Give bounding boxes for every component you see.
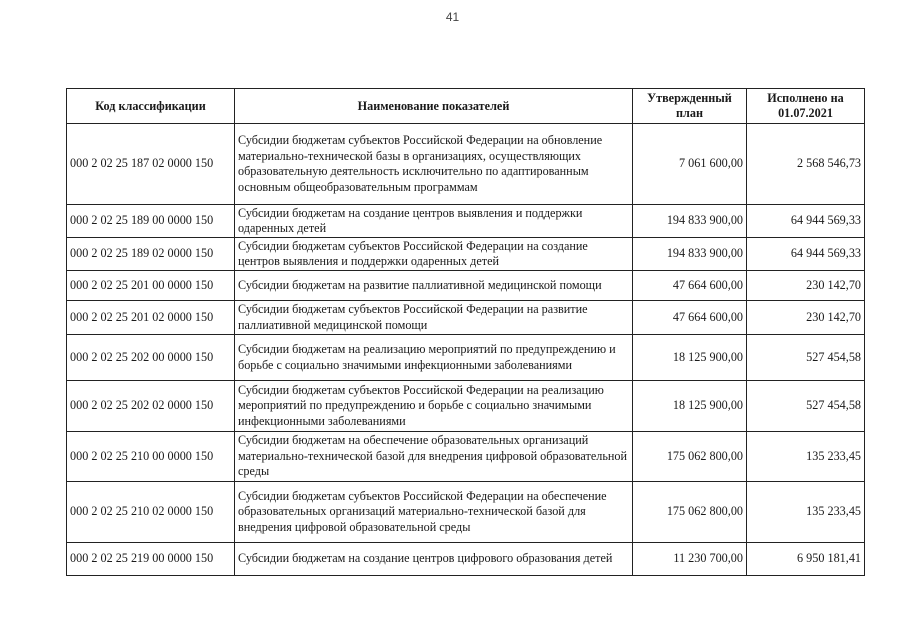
header-code: Код классификации (67, 89, 235, 124)
table-row (67, 432, 865, 482)
cell-name: Субсидии бюджетам на создание центров выявления и поддержки одаренных детей (235, 205, 633, 238)
cell-name: Субсидии бюджетам субъектов Российской Федерации на обновление материально-технической базы в организациях, осуществляющих образовательную деятельность исключительно по адаптированным основным общеобразовательным программам (235, 124, 633, 205)
header-executed: Исполнено на 01.07.2021 (747, 89, 865, 124)
cell-code: 000 2 02 25 210 02 0000 150 (67, 482, 235, 543)
cell-plan: 194 833 900,00 (633, 205, 747, 238)
table-row (67, 543, 865, 576)
cell-plan: 11 230 700,00 (633, 543, 747, 576)
table-row (67, 482, 865, 543)
page-number: 41 (445, 10, 460, 24)
table-row (67, 271, 865, 301)
cell-name: Субсидии бюджетам на реализацию мероприятий по предупреждению и борьбе с социально значимыми инфекционными заболеваниями (235, 335, 633, 381)
cell-executed: 135 233,45 (747, 432, 865, 482)
cell-plan: 18 125 900,00 (633, 335, 747, 381)
cell-plan: 7 061 600,00 (633, 124, 747, 205)
table-row (67, 335, 865, 381)
cell-code: 000 2 02 25 201 02 0000 150 (67, 301, 235, 335)
cell-plan: 175 062 800,00 (633, 432, 747, 482)
cell-name: Субсидии бюджетам субъектов Российской Федерации на реализацию мероприятий по предупреждению и борьбе с социально значимыми инфекционными заболеваниями (235, 381, 633, 432)
table-row (67, 301, 865, 335)
cell-plan: 47 664 600,00 (633, 301, 747, 335)
cell-executed: 527 454,58 (747, 381, 865, 432)
budget-table (66, 88, 865, 576)
cell-code: 000 2 02 25 187 02 0000 150 (67, 124, 235, 205)
cell-name: Субсидии бюджетам субъектов Российской Федерации на обеспечение образовательных организаций материально-технической базой для внедрения цифровой образовательной среды (235, 482, 633, 543)
cell-code: 000 2 02 25 219 00 0000 150 (67, 543, 235, 576)
cell-name: Субсидии бюджетам субъектов Российской Федерации на создание центров выявления и поддержки одаренных детей (235, 238, 633, 271)
cell-executed: 230 142,70 (747, 271, 865, 301)
cell-code: 000 2 02 25 201 00 0000 150 (67, 271, 235, 301)
cell-plan: 194 833 900,00 (633, 238, 747, 271)
cell-executed: 6 950 181,41 (747, 543, 865, 576)
cell-name: Субсидии бюджетам на развитие паллиативной медицинской помощи (235, 271, 633, 301)
header-plan: Утвержденный план (633, 89, 747, 124)
cell-executed: 527 454,58 (747, 335, 865, 381)
table-row (67, 124, 865, 205)
table-header-row (67, 89, 865, 124)
cell-code: 000 2 02 25 202 02 0000 150 (67, 381, 235, 432)
cell-code: 000 2 02 25 202 00 0000 150 (67, 335, 235, 381)
cell-executed: 230 142,70 (747, 301, 865, 335)
cell-executed: 64 944 569,33 (747, 205, 865, 238)
cell-executed: 2 568 546,73 (747, 124, 865, 205)
cell-executed: 135 233,45 (747, 482, 865, 543)
cell-executed: 64 944 569,33 (747, 238, 865, 271)
table-row (67, 381, 865, 432)
header-name: Наименование показателей (235, 89, 633, 124)
cell-plan: 47 664 600,00 (633, 271, 747, 301)
table-row (67, 205, 865, 238)
cell-plan: 175 062 800,00 (633, 482, 747, 543)
table-row (67, 238, 865, 271)
cell-name: Субсидии бюджетам на создание центров цифрового образования детей (235, 543, 633, 576)
cell-name: Субсидии бюджетам на обеспечение образовательных организаций материально-технической базой для внедрения цифровой образовательной среды (235, 432, 633, 482)
cell-name: Субсидии бюджетам субъектов Российской Федерации на развитие паллиативной медицинской помощи (235, 301, 633, 335)
cell-code: 000 2 02 25 210 00 0000 150 (67, 432, 235, 482)
cell-code: 000 2 02 25 189 00 0000 150 (67, 205, 235, 238)
cell-code: 000 2 02 25 189 02 0000 150 (67, 238, 235, 271)
cell-plan: 18 125 900,00 (633, 381, 747, 432)
